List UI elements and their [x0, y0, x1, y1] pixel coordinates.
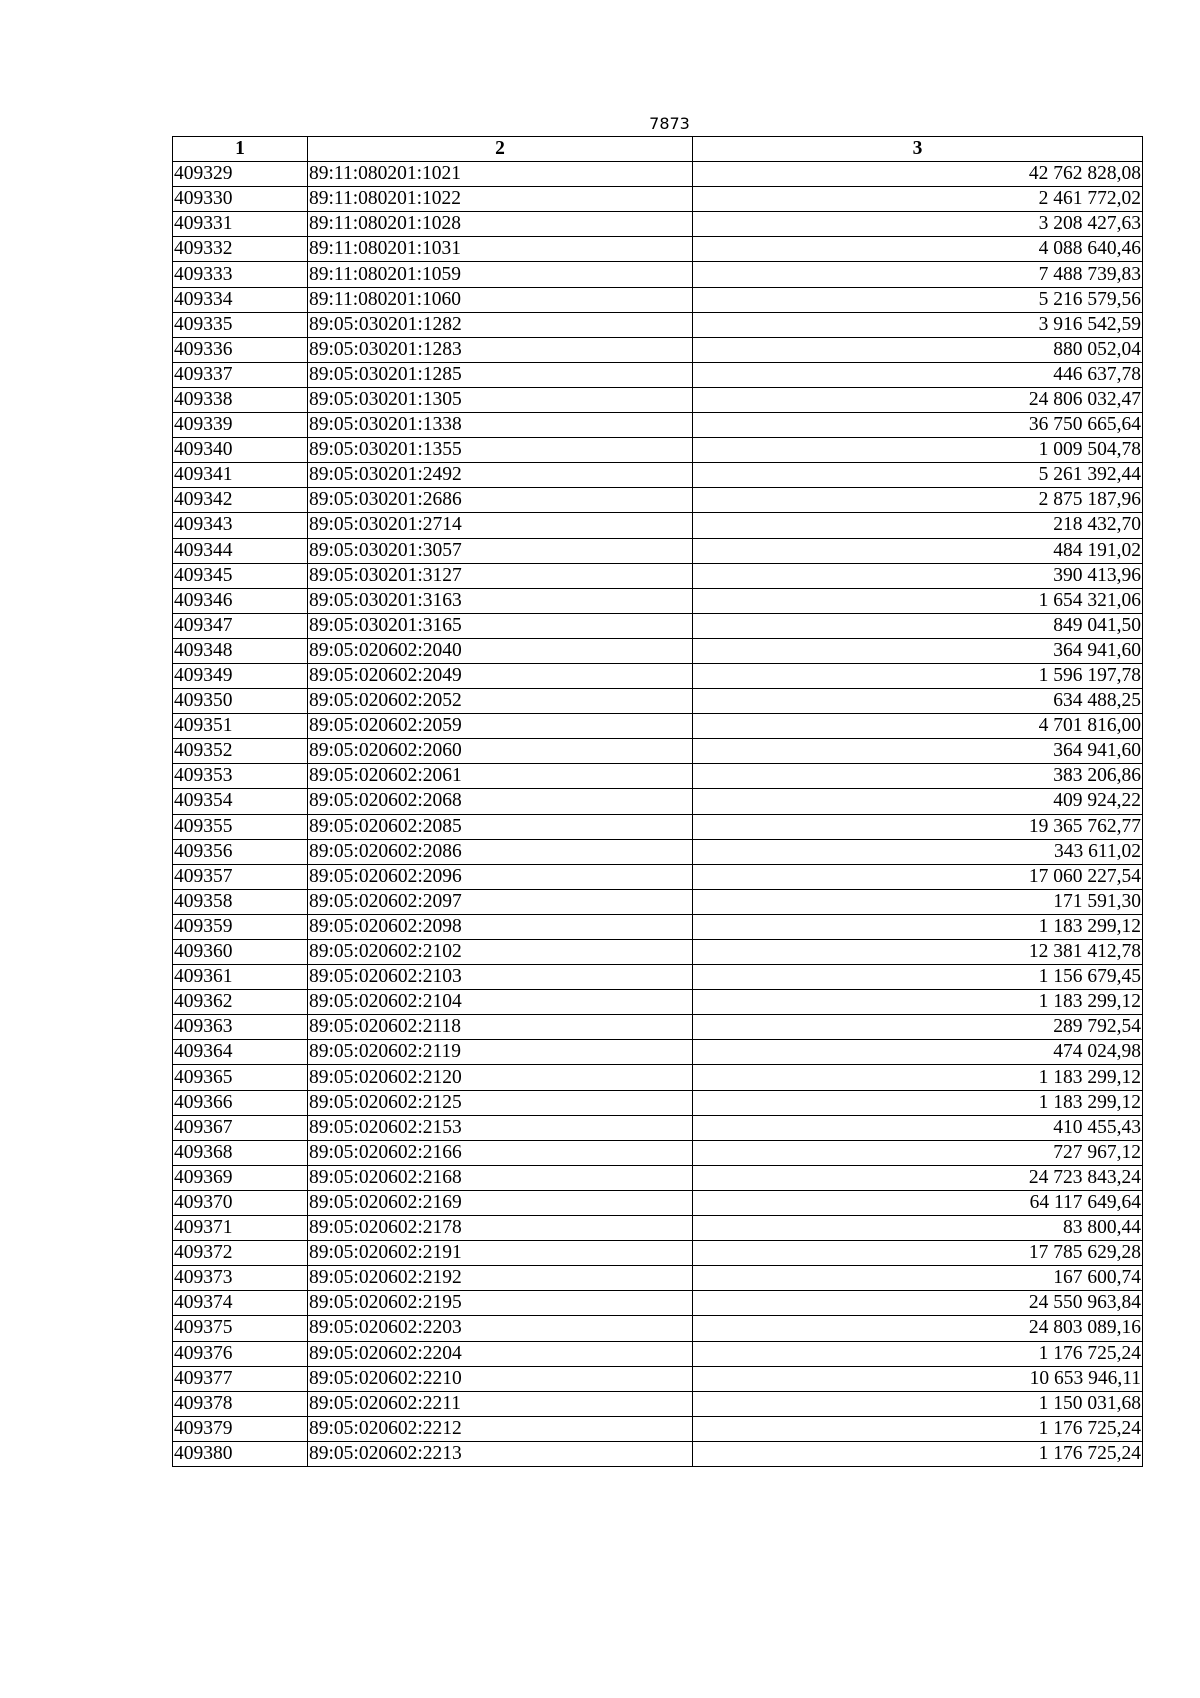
cadastral-number-cell: 89:05:020602:2153	[308, 1115, 693, 1140]
cadastral-number-cell: 89:05:020602:2195	[308, 1291, 693, 1316]
cadastral-number-cell: 89:05:020602:2169	[308, 1190, 693, 1215]
cadastral-value-cell: 364 941,60	[693, 638, 1143, 663]
cadastral-number-cell: 89:05:030201:3057	[308, 538, 693, 563]
table-row	[173, 1216, 1143, 1241]
row-number-cell: 409349	[173, 663, 308, 688]
cadastral-number-cell: 89:05:020602:2119	[308, 1040, 693, 1065]
cadastral-value-cell: 880 052,04	[693, 337, 1143, 362]
cadastral-value-cell: 5 216 579,56	[693, 287, 1143, 312]
cadastral-number-cell: 89:11:080201:1060	[308, 287, 693, 312]
cadastral-number-cell: 89:05:020602:2118	[308, 1015, 693, 1040]
row-number-cell: 409375	[173, 1316, 308, 1341]
cadastral-value-cell: 19 365 762,77	[693, 814, 1143, 839]
cadastral-value-cell: 4 701 816,00	[693, 714, 1143, 739]
cadastral-value-cell: 2 875 187,96	[693, 488, 1143, 513]
row-number-cell: 409353	[173, 764, 308, 789]
cadastral-number-cell: 89:05:020602:2203	[308, 1316, 693, 1341]
cadastral-number-cell: 89:11:080201:1022	[308, 187, 693, 212]
cadastral-number-cell: 89:05:020602:2068	[308, 789, 693, 814]
row-number-cell: 409359	[173, 914, 308, 939]
cadastral-value-cell: 364 941,60	[693, 739, 1143, 764]
cadastral-number-cell: 89:05:020602:2102	[308, 940, 693, 965]
table-row	[173, 337, 1143, 362]
table-row	[173, 162, 1143, 187]
row-number-cell: 409346	[173, 588, 308, 613]
cadastral-number-cell: 89:05:020602:2168	[308, 1165, 693, 1190]
cadastral-value-cell: 474 024,98	[693, 1040, 1143, 1065]
row-number-cell: 409368	[173, 1140, 308, 1165]
table-row	[173, 362, 1143, 387]
table-row	[173, 663, 1143, 688]
cadastral-number-cell: 89:05:020602:2120	[308, 1065, 693, 1090]
cadastral-number-cell: 89:05:030201:1305	[308, 387, 693, 412]
cadastral-number-cell: 89:05:030201:1355	[308, 438, 693, 463]
cadastral-value-cell: 36 750 665,64	[693, 413, 1143, 438]
row-number-cell: 409345	[173, 563, 308, 588]
row-number-cell: 409372	[173, 1241, 308, 1266]
row-number-cell: 409338	[173, 387, 308, 412]
cadastral-number-cell: 89:05:020602:2125	[308, 1090, 693, 1115]
row-number-cell: 409365	[173, 1065, 308, 1090]
cadastral-number-cell: 89:05:020602:2096	[308, 864, 693, 889]
row-number-cell: 409380	[173, 1441, 308, 1466]
row-number-cell: 409355	[173, 814, 308, 839]
cadastral-value-cell: 446 637,78	[693, 362, 1143, 387]
cadastral-number-cell: 89:05:030201:1338	[308, 413, 693, 438]
table-row	[173, 638, 1143, 663]
cadastral-number-cell: 89:05:030201:2714	[308, 513, 693, 538]
table-row	[173, 990, 1143, 1015]
cadastral-number-cell: 89:05:020602:2040	[308, 638, 693, 663]
cadastral-number-cell: 89:05:030201:2686	[308, 488, 693, 513]
table-row	[173, 864, 1143, 889]
row-number-cell: 409360	[173, 940, 308, 965]
table-row	[173, 1015, 1143, 1040]
row-number-cell: 409344	[173, 538, 308, 563]
table-row	[173, 287, 1143, 312]
cadastral-value-cell: 1 156 679,45	[693, 965, 1143, 990]
cadastral-value-cell: 24 550 963,84	[693, 1291, 1143, 1316]
cadastral-value-cell: 1 009 504,78	[693, 438, 1143, 463]
cadastral-value-cell: 10 653 946,11	[693, 1366, 1143, 1391]
row-number-cell: 409363	[173, 1015, 308, 1040]
row-number-cell: 409378	[173, 1391, 308, 1416]
cadastral-number-cell: 89:05:030201:3127	[308, 563, 693, 588]
table-row	[173, 940, 1143, 965]
cadastral-value-cell: 1 176 725,24	[693, 1441, 1143, 1466]
cadastral-value-cell: 484 191,02	[693, 538, 1143, 563]
table-row	[173, 1115, 1143, 1140]
row-number-cell: 409358	[173, 889, 308, 914]
table-row	[173, 1441, 1143, 1466]
table-row	[173, 588, 1143, 613]
cadastral-value-cell: 1 150 031,68	[693, 1391, 1143, 1416]
cadastral-value-cell: 5 261 392,44	[693, 463, 1143, 488]
row-number-cell: 409361	[173, 965, 308, 990]
cadastral-value-cell: 1 596 197,78	[693, 663, 1143, 688]
cadastral-value-cell: 3 916 542,59	[693, 312, 1143, 337]
row-number-cell: 409331	[173, 212, 308, 237]
cadastral-value-cell: 171 591,30	[693, 889, 1143, 914]
cadastral-value-cell: 390 413,96	[693, 563, 1143, 588]
cadastral-number-cell: 89:05:020602:2098	[308, 914, 693, 939]
cadastral-number-cell: 89:05:030201:3165	[308, 613, 693, 638]
cadastral-value-cell: 409 924,22	[693, 789, 1143, 814]
table-row	[173, 237, 1143, 262]
cadastral-value-cell: 17 785 629,28	[693, 1241, 1143, 1266]
cadastral-value-cell: 383 206,86	[693, 764, 1143, 789]
table-row	[173, 312, 1143, 337]
table-row	[173, 488, 1143, 513]
table-row	[173, 1391, 1143, 1416]
row-number-cell: 409347	[173, 613, 308, 638]
table-row	[173, 789, 1143, 814]
cadastral-value-cell: 3 208 427,63	[693, 212, 1143, 237]
row-number-cell: 409330	[173, 187, 308, 212]
cadastral-number-cell: 89:05:020602:2085	[308, 814, 693, 839]
cadastral-value-cell: 7 488 739,83	[693, 262, 1143, 287]
row-number-cell: 409337	[173, 362, 308, 387]
cadastral-value-cell: 289 792,54	[693, 1015, 1143, 1040]
table-row	[173, 538, 1143, 563]
row-number-cell: 409334	[173, 287, 308, 312]
page-number: 7873	[649, 114, 690, 133]
cadastral-number-cell: 89:05:020602:2211	[308, 1391, 693, 1416]
row-number-cell: 409376	[173, 1341, 308, 1366]
cadastral-value-cell: 12 381 412,78	[693, 940, 1143, 965]
cadastral-value-cell: 218 432,70	[693, 513, 1143, 538]
table-row	[173, 839, 1143, 864]
cadastral-value-cell: 1 183 299,12	[693, 1065, 1143, 1090]
cadastral-value-cell: 1 654 321,06	[693, 588, 1143, 613]
table-row	[173, 1090, 1143, 1115]
cadastral-number-cell: 89:11:080201:1059	[308, 262, 693, 287]
cadastral-value-cell: 24 806 032,47	[693, 387, 1143, 412]
cadastral-number-cell: 89:05:020602:2210	[308, 1366, 693, 1391]
column-header-1: 1	[173, 137, 308, 162]
row-number-cell: 409350	[173, 689, 308, 714]
row-number-cell: 409371	[173, 1216, 308, 1241]
cadastral-number-cell: 89:05:030201:3163	[308, 588, 693, 613]
cadastral-number-cell: 89:05:020602:2097	[308, 889, 693, 914]
cadastral-number-cell: 89:05:020602:2059	[308, 714, 693, 739]
cadastral-value-cell: 1 176 725,24	[693, 1416, 1143, 1441]
cadastral-value-cell: 1 176 725,24	[693, 1341, 1143, 1366]
cadastral-number-cell: 89:05:030201:2492	[308, 463, 693, 488]
cadastral-number-cell: 89:05:020602:2166	[308, 1140, 693, 1165]
row-number-cell: 409366	[173, 1090, 308, 1115]
row-number-cell: 409377	[173, 1366, 308, 1391]
table-row	[173, 1190, 1143, 1215]
cadastral-value-cell: 24 723 843,24	[693, 1165, 1143, 1190]
cadastral-value-cell: 343 611,02	[693, 839, 1143, 864]
row-number-cell: 409373	[173, 1266, 308, 1291]
cadastral-value-cell: 24 803 089,16	[693, 1316, 1143, 1341]
row-number-cell: 409356	[173, 839, 308, 864]
row-number-cell: 409343	[173, 513, 308, 538]
row-number-cell: 409329	[173, 162, 308, 187]
row-number-cell: 409374	[173, 1291, 308, 1316]
table-row	[173, 1165, 1143, 1190]
table-row	[173, 889, 1143, 914]
cadastral-number-cell: 89:05:020602:2104	[308, 990, 693, 1015]
table-row	[173, 413, 1143, 438]
row-number-cell: 409336	[173, 337, 308, 362]
cadastral-value-cell: 410 455,43	[693, 1115, 1143, 1140]
row-number-cell: 409379	[173, 1416, 308, 1441]
table-row	[173, 1266, 1143, 1291]
cadastral-number-cell: 89:05:020602:2213	[308, 1441, 693, 1466]
cadastral-value-cell: 64 117 649,64	[693, 1190, 1143, 1215]
table-row	[173, 212, 1143, 237]
row-number-cell: 409342	[173, 488, 308, 513]
table-row	[173, 1416, 1143, 1441]
row-number-cell: 409339	[173, 413, 308, 438]
table-row	[173, 764, 1143, 789]
table-header-row	[173, 137, 1143, 162]
cadastral-number-cell: 89:11:080201:1021	[308, 162, 693, 187]
cadastral-value-cell: 17 060 227,54	[693, 864, 1143, 889]
cadastral-value-cell: 727 967,12	[693, 1140, 1143, 1165]
row-number-cell: 409351	[173, 714, 308, 739]
row-number-cell: 409332	[173, 237, 308, 262]
cadastral-value-cell: 167 600,74	[693, 1266, 1143, 1291]
cadastral-number-cell: 89:05:020602:2212	[308, 1416, 693, 1441]
column-header-3: 3	[693, 137, 1143, 162]
cadastral-number-cell: 89:05:020602:2191	[308, 1241, 693, 1266]
column-header-2: 2	[308, 137, 693, 162]
table-row	[173, 387, 1143, 412]
table-row	[173, 613, 1143, 638]
cadastral-number-cell: 89:05:030201:1283	[308, 337, 693, 362]
row-number-cell: 409340	[173, 438, 308, 463]
table-row	[173, 1065, 1143, 1090]
table-row	[173, 1040, 1143, 1065]
row-number-cell: 409352	[173, 739, 308, 764]
cadastral-number-cell: 89:11:080201:1028	[308, 212, 693, 237]
cadastral-value-cell: 1 183 299,12	[693, 990, 1143, 1015]
cadastral-number-cell: 89:05:020602:2061	[308, 764, 693, 789]
row-number-cell: 409357	[173, 864, 308, 889]
cadastral-value-cell: 4 088 640,46	[693, 237, 1143, 262]
table-row	[173, 513, 1143, 538]
table-row	[173, 1366, 1143, 1391]
cadastral-number-cell: 89:05:030201:1282	[308, 312, 693, 337]
cadastral-value-table	[172, 136, 1143, 1467]
row-number-cell: 409362	[173, 990, 308, 1015]
cadastral-value-cell: 2 461 772,02	[693, 187, 1143, 212]
table-body	[173, 162, 1143, 1467]
row-number-cell: 409369	[173, 1165, 308, 1190]
cadastral-number-cell: 89:05:020602:2204	[308, 1341, 693, 1366]
table-row	[173, 1241, 1143, 1266]
cadastral-number-cell: 89:05:020602:2049	[308, 663, 693, 688]
table-row	[173, 739, 1143, 764]
cadastral-number-cell: 89:11:080201:1031	[308, 237, 693, 262]
cadastral-number-cell: 89:05:020602:2103	[308, 965, 693, 990]
table-row	[173, 563, 1143, 588]
row-number-cell: 409333	[173, 262, 308, 287]
row-number-cell: 409348	[173, 638, 308, 663]
cadastral-number-cell: 89:05:020602:2086	[308, 839, 693, 864]
row-number-cell: 409341	[173, 463, 308, 488]
table-row	[173, 1341, 1143, 1366]
table-row	[173, 187, 1143, 212]
cadastral-value-cell: 42 762 828,08	[693, 162, 1143, 187]
cadastral-number-cell: 89:05:020602:2178	[308, 1216, 693, 1241]
table-row	[173, 262, 1143, 287]
table-row	[173, 814, 1143, 839]
cadastral-value-cell: 1 183 299,12	[693, 1090, 1143, 1115]
cadastral-number-cell: 89:05:020602:2060	[308, 739, 693, 764]
cadastral-value-cell: 1 183 299,12	[693, 914, 1143, 939]
table-row	[173, 463, 1143, 488]
row-number-cell: 409370	[173, 1190, 308, 1215]
cadastral-number-cell: 89:05:020602:2192	[308, 1266, 693, 1291]
row-number-cell: 409367	[173, 1115, 308, 1140]
row-number-cell: 409364	[173, 1040, 308, 1065]
table-row	[173, 438, 1143, 463]
table-row	[173, 1316, 1143, 1341]
table-row	[173, 1140, 1143, 1165]
table-row	[173, 689, 1143, 714]
cadastral-value-cell: 634 488,25	[693, 689, 1143, 714]
table-row	[173, 914, 1143, 939]
row-number-cell: 409354	[173, 789, 308, 814]
cadastral-number-cell: 89:05:020602:2052	[308, 689, 693, 714]
table-row	[173, 1291, 1143, 1316]
cadastral-number-cell: 89:05:030201:1285	[308, 362, 693, 387]
table-row	[173, 965, 1143, 990]
row-number-cell: 409335	[173, 312, 308, 337]
table-row	[173, 714, 1143, 739]
cadastral-value-cell: 849 041,50	[693, 613, 1143, 638]
cadastral-value-cell: 83 800,44	[693, 1216, 1143, 1241]
